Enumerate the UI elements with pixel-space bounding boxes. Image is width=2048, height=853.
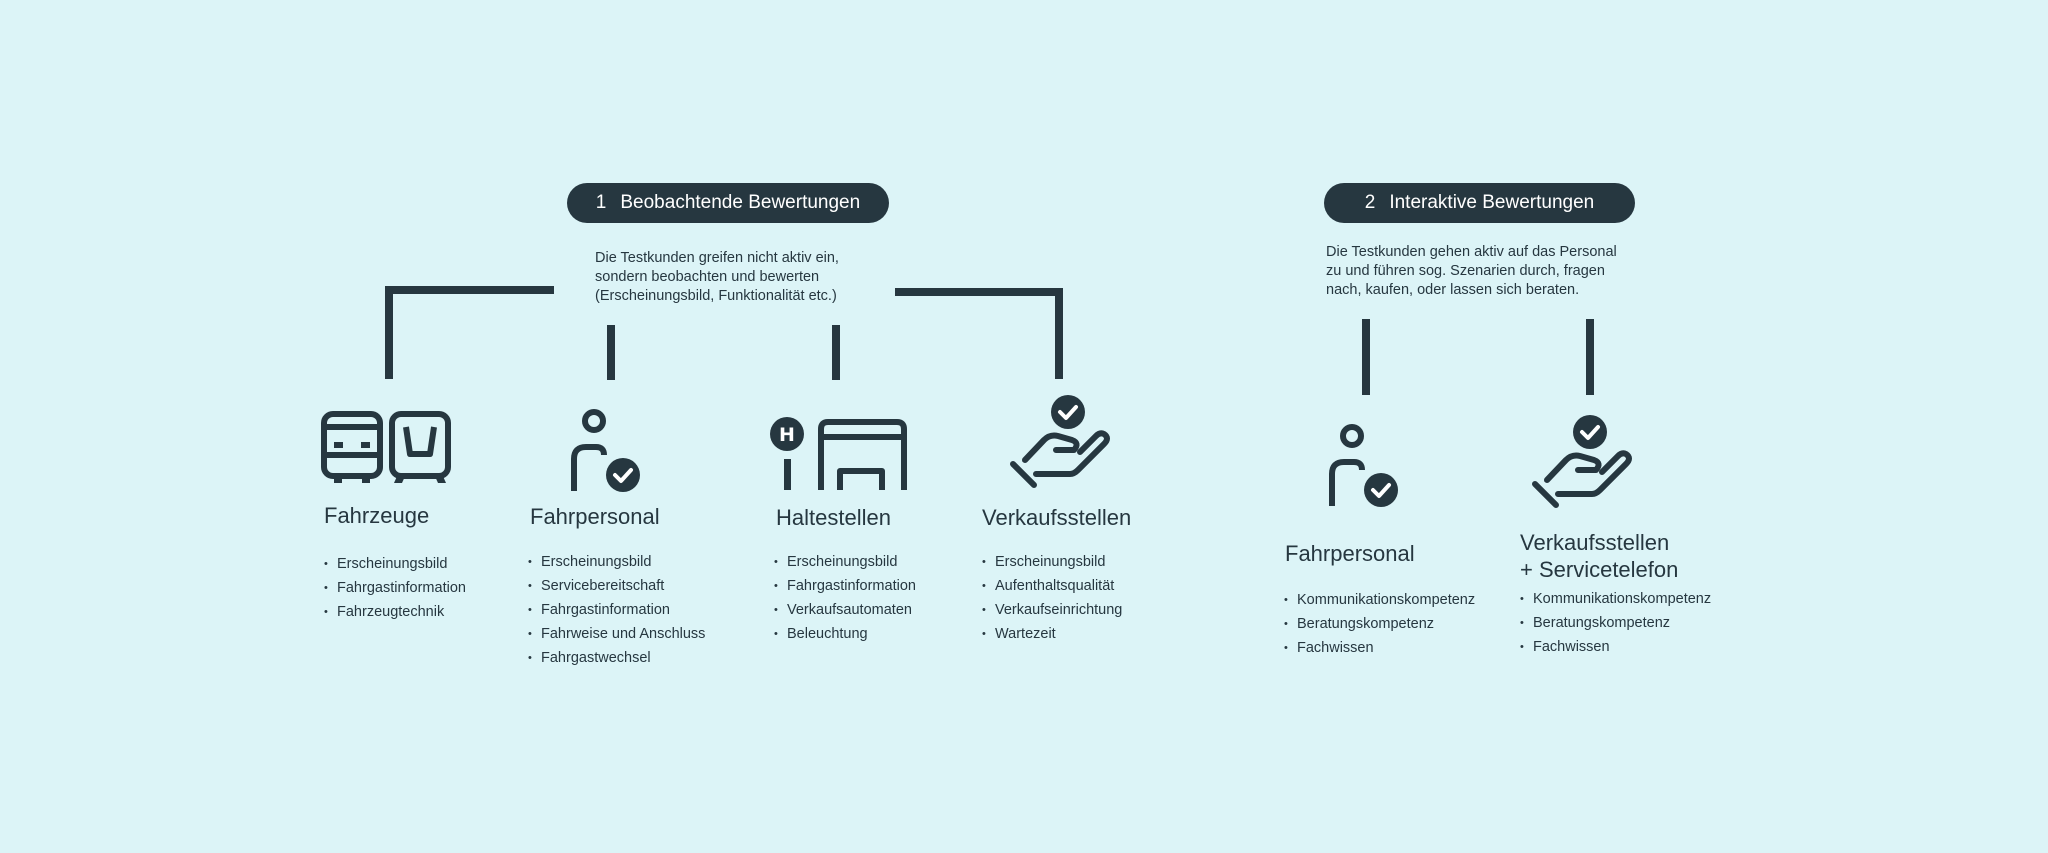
list-item: • Beratungskompetenz bbox=[1284, 612, 1475, 636]
bus-and-train-icon bbox=[320, 410, 452, 486]
category-items-fahrzeuge bbox=[324, 552, 466, 624]
category-title-line: Fahrzeuge bbox=[324, 503, 430, 528]
group-1-number: 1 bbox=[595, 192, 607, 213]
category-title-line: Fahrpersonal bbox=[530, 504, 660, 529]
category-items-fahrpersonal bbox=[528, 550, 705, 670]
group-1-description bbox=[595, 249, 839, 306]
group-2-title-pill bbox=[1324, 183, 1635, 223]
category-title-interaktiv-fahrpersonal bbox=[1285, 540, 1415, 567]
group-2-title: Interaktive Bewertungen bbox=[1389, 192, 1595, 213]
category-title-line: Haltestellen bbox=[776, 505, 891, 530]
list-item: • Beleuchtung bbox=[774, 622, 916, 646]
group-1-description-line: (Erscheinungsbild, Funktionalität etc.) bbox=[595, 288, 837, 304]
list-item: • Erscheinungsbild bbox=[528, 550, 705, 574]
list-item: • Erscheinungsbild bbox=[982, 550, 1122, 574]
list-item: • Fachwissen bbox=[1284, 636, 1475, 660]
hand-check-icon bbox=[1008, 394, 1114, 492]
connector-right-bracket bbox=[895, 292, 1059, 379]
list-item: • Verkaufsautomaten bbox=[774, 598, 916, 622]
category-title-haltestellen bbox=[776, 504, 891, 531]
bus-stop-shelter-icon bbox=[770, 415, 908, 490]
category-title-line: Verkaufsstellen bbox=[1520, 530, 1670, 555]
svg-text:H: H bbox=[779, 424, 795, 446]
list-item: • Fachwissen bbox=[1520, 635, 1711, 659]
list-item: • Erscheinungsbild bbox=[774, 550, 916, 574]
category-items-interaktiv-verkaufsstellen bbox=[1520, 587, 1711, 659]
group-1-title: Beobachtende Bewertungen bbox=[620, 192, 861, 213]
category-title-interaktiv-verkaufsstellen bbox=[1520, 529, 1678, 583]
group-1-title-pill bbox=[567, 183, 889, 223]
list-item: • Aufenthaltsqualität bbox=[982, 574, 1122, 598]
person-check-icon bbox=[567, 405, 643, 495]
category-items-haltestellen bbox=[774, 550, 916, 646]
hand-check-icon bbox=[1530, 414, 1636, 512]
list-item: • Fahrgastinformation bbox=[528, 598, 705, 622]
category-items-interaktiv-fahrpersonal bbox=[1284, 588, 1475, 660]
list-item: • Erscheinungsbild bbox=[324, 552, 466, 576]
list-item: • Beratungskompetenz bbox=[1520, 611, 1711, 635]
list-item: • Wartezeit bbox=[982, 622, 1122, 646]
connector-left-bracket bbox=[389, 290, 554, 379]
category-title-fahrpersonal bbox=[530, 503, 660, 530]
category-title-line: Verkaufsstellen bbox=[982, 505, 1132, 530]
category-items-verkaufsstellen bbox=[982, 550, 1122, 646]
list-item: • Kommunikationskompetenz bbox=[1520, 587, 1711, 611]
group-2-description-line: zu und führen sog. Szenarien durch, fragen bbox=[1326, 263, 1605, 279]
list-item: • Fahrgastwechsel bbox=[528, 646, 705, 670]
list-item: • Fahrweise und Anschluss bbox=[528, 622, 705, 646]
person-check-icon bbox=[1325, 420, 1401, 510]
list-item: • Fahrzeugtechnik bbox=[324, 600, 466, 624]
category-title-verkaufsstellen bbox=[982, 504, 1131, 531]
group-2-number: 2 bbox=[1364, 192, 1376, 213]
category-title-fahrzeuge bbox=[324, 502, 429, 529]
group-1-description-line: Die Testkunden greifen nicht aktiv ein, bbox=[595, 250, 839, 266]
group-1-description-line: sondern beobachten und bewerten bbox=[595, 269, 820, 285]
list-item: • Servicebereitschaft bbox=[528, 574, 705, 598]
list-item: • Kommunikationskompetenz bbox=[1284, 588, 1475, 612]
list-item: • Verkaufseinrichtung bbox=[982, 598, 1122, 622]
group-2-description bbox=[1326, 243, 1617, 300]
category-title-line: + Servicetelefon bbox=[1520, 557, 1679, 582]
group-2-description-line: Die Testkunden gehen aktiv auf das Personal bbox=[1326, 244, 1617, 260]
list-item: • Fahrgastinformation bbox=[324, 576, 466, 600]
group-2-description-line: nach, kaufen, oder lassen sich beraten. bbox=[1326, 282, 1580, 298]
list-item: • Fahrgastinformation bbox=[774, 574, 916, 598]
category-title-line: Fahrpersonal bbox=[1285, 541, 1415, 566]
